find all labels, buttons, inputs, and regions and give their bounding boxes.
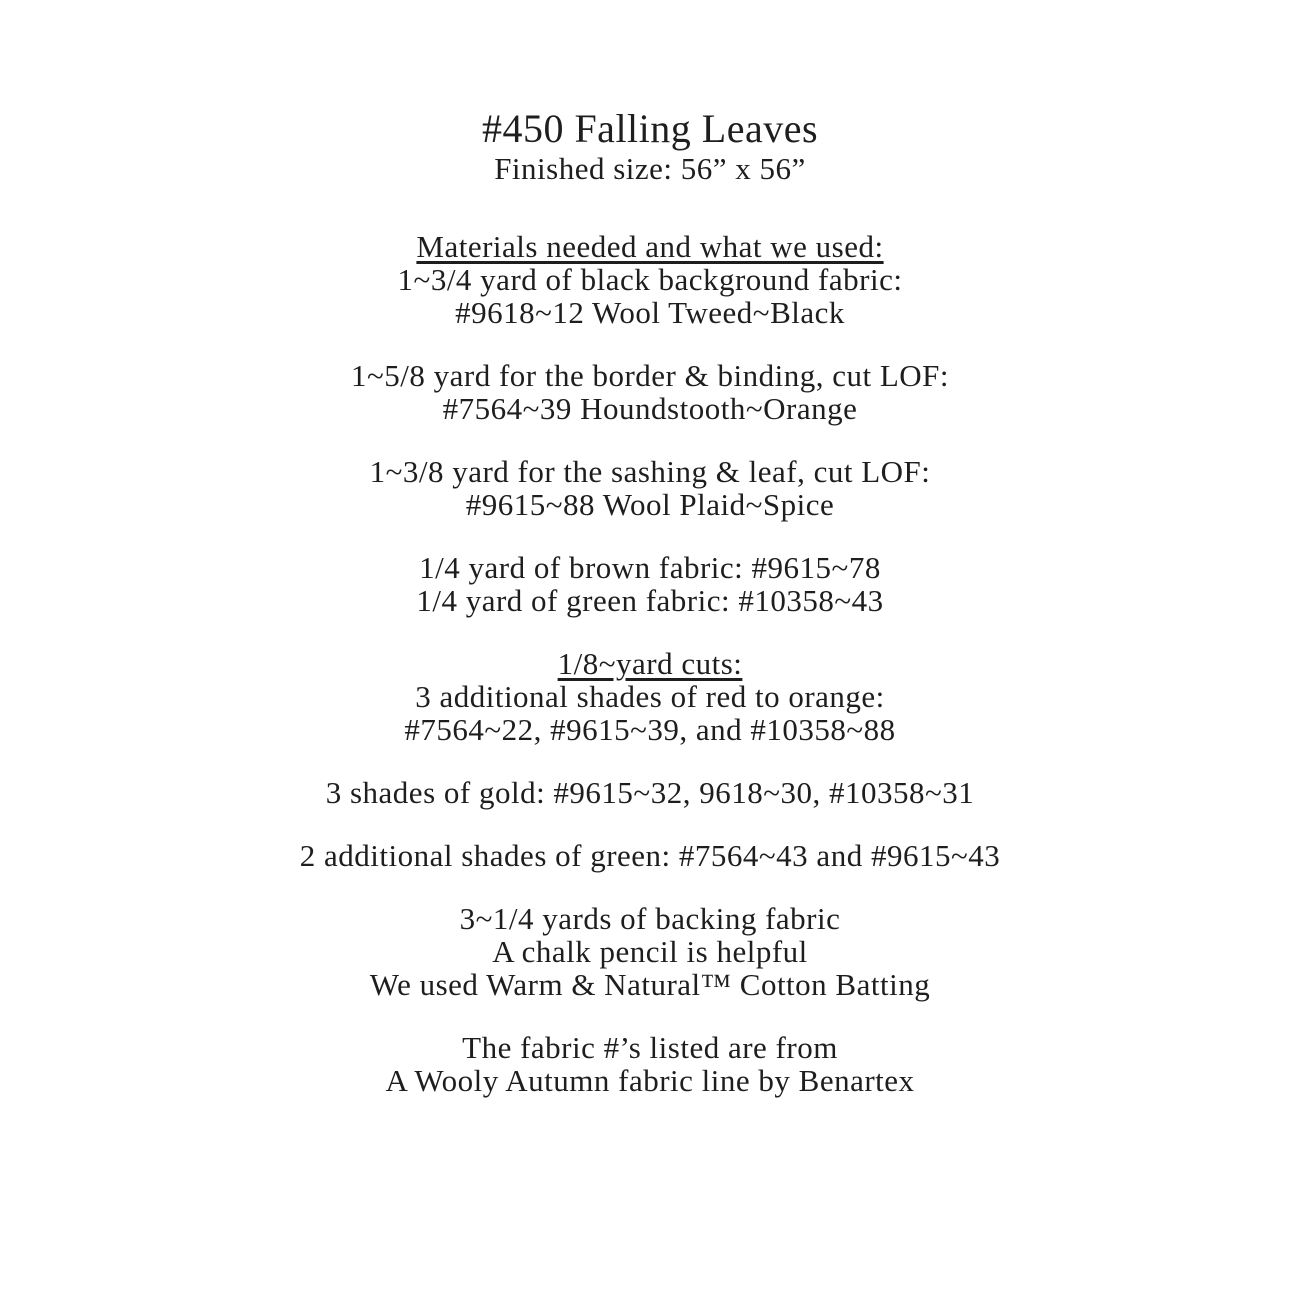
section-materials [0,230,1300,329]
text-line: 1~5/8 yard for the border & binding, cut LOF: [350,358,950,393]
text-line: The fabric #’s listed are from [462,1030,838,1065]
text-line: 3~1/4 yards of backing fabric [459,901,841,936]
section-heading: 1/8~yard cuts: [557,646,743,681]
text-line: 1~3/8 yard for the sashing & leaf, cut LOF: [369,454,931,489]
document-title: #450 Falling Leaves [481,106,819,151]
section-sashing-leaf [0,455,1300,521]
section-gold-shades [0,776,1300,809]
text-line: We used Warm & Natural™ Cotton Batting [369,967,931,1002]
text-line: 1~3/4 yard of black background fabric: [397,262,903,297]
section-eighth-yard-cuts [0,647,1300,746]
text-line: 1/4 yard of brown fabric: #9615~78 [419,550,881,585]
text-line: A chalk pencil is helpful [492,934,808,969]
text-line: #9618~12 Wool Tweed~Black [455,295,845,330]
text-line: #7564~39 Houndstooth~Orange [442,391,858,426]
section-backing-notions [0,902,1300,1001]
section-border-binding [0,359,1300,425]
text-line: 1/4 yard of green fabric: #10358~43 [416,583,884,618]
text-line: 3 shades of gold: #9615~32, 9618~30, #10358~31 [325,775,975,810]
text-line: #9615~88 Wool Plaid~Spice [465,487,835,522]
text-line: 3 additional shades of red to orange: [415,679,885,714]
section-quarter-yards [0,551,1300,617]
text-line: 2 additional shades of green: #7564~43 and #9615~43 [299,838,1001,873]
document-subtitle: Finished size: 56” x 56” [494,151,806,186]
section-heading: Materials needed and what we used: [416,229,884,264]
section-green-shades [0,839,1300,872]
section-fabric-line-note [0,1031,1300,1097]
text-line: A Wooly Autumn fabric line by Benartex [385,1063,915,1098]
text-line: #7564~22, #9615~39, and #10358~88 [404,712,896,747]
